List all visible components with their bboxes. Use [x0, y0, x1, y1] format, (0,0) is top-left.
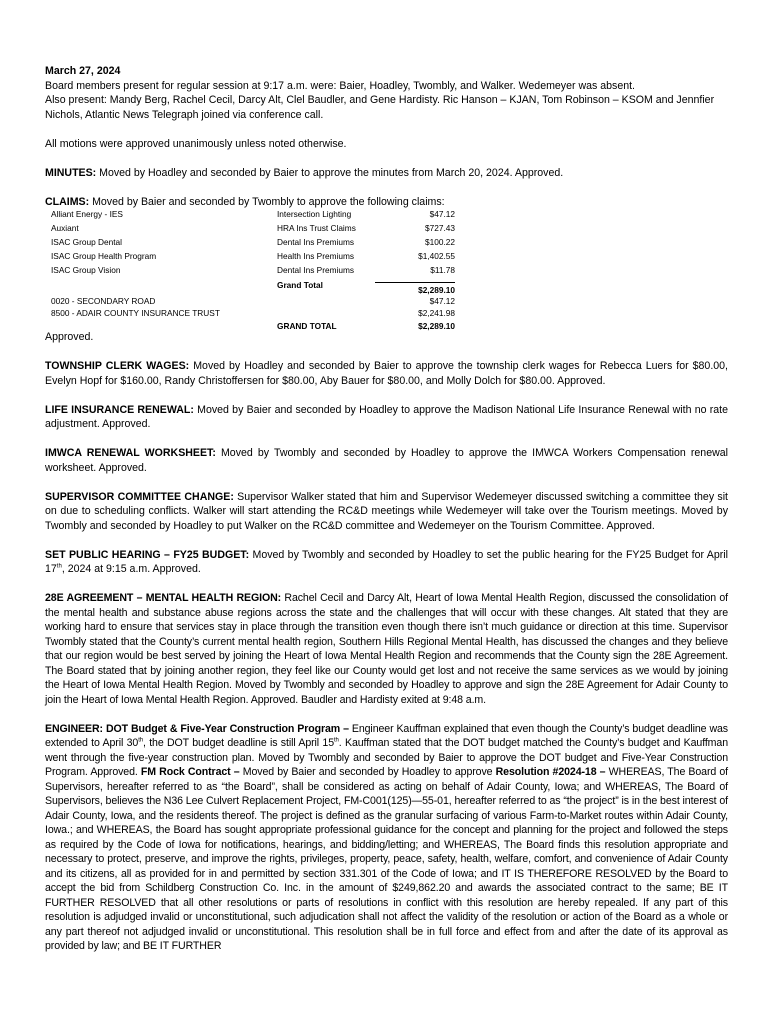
claims-table — [45, 209, 728, 336]
section-text: Moved by Baier and seconded by Twombly to approve the following claims: — [89, 195, 445, 208]
section-text: , the DOT budget deadline is still April 15 — [143, 737, 334, 749]
claims-row — [45, 235, 455, 249]
section-heading: IMWCA RENEWAL WORKSHEET: — [45, 447, 216, 459]
life-insurance-section — [45, 403, 728, 432]
claims-row — [45, 249, 455, 263]
section-heading: 28E AGREEMENT – MENTAL HEALTH REGION: — [45, 592, 282, 604]
claim-description: HRA Ins Trust Claims — [277, 223, 356, 233]
section-text: Moved by Hoadley and seconded by Baier to approve the township clerk wages for Rebecca Luers for $80.00, Evelyn Hopf for $160.00, Randy Christoffersen for $80.00, Aby Bauer for $80.00, and Molly Dolch for $80.00. Approved. — [45, 360, 728, 387]
claims-row — [45, 221, 455, 235]
section-text: Moved by Twombly and seconded by Hoadley to approve the IMWCA Workers Compensation renewal worksheet. Approved. — [45, 447, 728, 474]
ordinal-suffix: th — [333, 737, 339, 744]
attendance-line: Board members present for regular session at 9:17 a.m. were: Baier, Hoadley, Twombly, and Walker. Wedemeyer was absent. — [45, 79, 635, 92]
fund-name: 8500 - ADAIR COUNTY INSURANCE TRUST — [51, 308, 220, 318]
resolution-number: Resolution #2024-18 – — [495, 766, 606, 778]
agreement-section — [45, 591, 728, 707]
claim-vendor: ISAC Group Vision — [51, 265, 121, 275]
claim-amount: $47.12 — [429, 209, 455, 219]
section-heading: SUPERVISOR COMMITTEE CHANGE: — [45, 490, 234, 503]
claims-row — [45, 263, 455, 277]
section-text: Rachel Cecil and Darcy Alt, Heart of Iowa Mental Health Region, discussed the consolidation of the mental health and substance abuse regions across the state and the challenges that will occur with these changes. Alt stated that they are working hard to ensure that services stay in place through the transition even though there isn’t much guidance or direction at this time. Supervisor Twombly stated that the County’s current mental health region, Southern Hills Regional Mental Health, has discussed the changes and they believe that our region would be best served by joining the Heart of Iowa Mental Health Region and recommends that the County sign the 28E Agreement. The Board stated that by joining another region, they feel like our County would get lost and not receive the same services as we would by joining the Heart of Iowa Mental Health Region. Moved by Twombly and seconded by Hoadley to approve and sign the 28E Agreement for Adair County to join the Heart of Iowa Mental Health Region. Approved. Baudler and Hardisty exited at 9:48 a.m. — [45, 592, 728, 706]
section-heading: ENGINEER: DOT Budget & Five-Year Construction Program – — [45, 722, 349, 735]
section-text: Supervisor Walker stated that him and Supervisor Wedemeyer discussed switching a committee they sit on due to scheduling conflicts. Walker will start attending the RC&D meetings while Wedemeyer will take over the Tourism meetings. Moved by Twombly and seconded by Hoadley to put Walker on the RC&D committee and Wedemeyer on the Tourism Committee. Approved. — [45, 490, 728, 532]
claim-amount: $1,402.55 — [418, 251, 455, 261]
claim-amount: $727.43 — [425, 223, 455, 233]
public-hearing-section — [45, 548, 728, 577]
claims-approved: Approved. — [45, 331, 94, 343]
section-text: Moved by Baier and seconded by Hoadley to approve the Madison National Life Insurance Renewal with no rate adjustment. Approved. — [45, 403, 728, 430]
grand-total-label: Grand Total — [277, 280, 323, 290]
committee-section — [45, 490, 728, 534]
final-total-amount: $2,289.10 — [418, 321, 455, 331]
claim-vendor: Auxiant — [51, 223, 79, 233]
claim-vendor: Alliant Energy - IES — [51, 209, 123, 219]
section-heading: SET PUBLIC HEARING – FY25 BUDGET: — [45, 548, 250, 561]
claim-description: Health Ins Premiums — [277, 251, 355, 261]
township-section — [45, 359, 728, 388]
section-text: Moved by Baier and seconded by Hoadley to approve — [239, 766, 496, 778]
section-heading: MINUTES: — [45, 166, 97, 179]
claim-amount: $100.22 — [425, 237, 455, 247]
section-text: , 2024 at 9:15 a.m. Approved. — [61, 563, 201, 575]
claim-vendor: ISAC Group Dental — [51, 237, 123, 247]
fund-amount: $2,241.98 — [418, 308, 455, 318]
claims-row — [45, 207, 455, 221]
minutes-section — [45, 166, 728, 181]
claim-description: Dental Ins Premiums — [277, 237, 355, 247]
meeting-date: March 27, 2024 — [45, 65, 121, 77]
fund-amount: $47.12 — [429, 296, 455, 306]
final-total-label: GRAND TOTAL — [277, 321, 337, 331]
engineer-section — [45, 722, 728, 954]
section-text: WHEREAS, The Board of Supervisors, hereafter referred to as “the Board”, shall be considered as acting on behalf of Adair County, Iowa; and WHEREAS, The Board of Supervisors, believes the N36 Lee Culvert Replacement Project, FM-C001(125)—55-01, hereafter referred to as “the project” is in the best interest of Adair County, Iowa, and the residents thereof. The project is defined as the granular surfacing of various Farm-to-Market routes within Adair County, Iowa.; and WHEREAS, the Board has sought appropriate professional guidance for the concept and planning for the project and followed the steps as required by the Code of Iowa for notifications, hearings, and bidding/letting; and WHEREAS, The Board finds this resolution appropriate and necessary to protect, preserve, and improve the rights, privileges, property, peace, safety, health, welfare, comfort, and convenience of Adair County and its citizens, all as provided for in and permitted by section 331.301 of the Code of Iowa; and IT IS THEREFORE RESOLVED by the Board to accept the bid from Schildberg Construction Co. Inc. in the amount of $249,862.20 and awards the associated contract to the same; BE IT FURTHER RESOLVED that all other resolutions or parts of resolutions in conflict with this resolution are hereby repealed. If any part of this resolution is adjudged invalid or unconstitutional, such adjudication shall not affect the validity of the resolution or action of the Board as a whole or any part thereof not adjudged invalid or unconstitutional. This resolution shall be in full force and effect from and after the date of its approval as provided by law; and BE IT FURTHER — [45, 766, 728, 952]
section-heading: TOWNSHIP CLERK WAGES: — [45, 360, 190, 372]
also-present-line: Also present: Mandy Berg, Rachel Cecil, Darcy Alt, Clel Baudler, and Gene Hardisty. Ric Hanson – KJAN, Tom Robinson – KSOM and Jennfier Nichols, Atlantic News Telegraph joined via conference call. — [45, 94, 715, 121]
section-text: Moved by Twombly and seconded by Hoadley to set the public hearing for the FY25 Budget for April 17 — [45, 548, 728, 575]
grand-total-amount: $2,289.10 — [418, 285, 455, 295]
claim-description: Intersection Lighting — [277, 209, 352, 219]
section-text: . Kauffman stated that the DOT budget matched the County’s budget and Kauffman went through the five-year construction plan. Moved by Twombly and seconded by Baier to approve the DOT budget and Five-Year Construction Program. Approved. — [45, 737, 728, 778]
claim-amount: $11.78 — [430, 265, 455, 275]
claim-vendor: ISAC Group Health Program — [51, 251, 157, 261]
section-text: Moved by Hoadley and seconded by Baier to approve the minutes from March 20, 2024. Approved. — [96, 166, 564, 179]
claim-description: Dental Ins Premiums — [277, 265, 355, 275]
fund-row — [45, 306, 455, 320]
section-text: Engineer Kauffman explained that even though the County’s budget deadline was extended to April 30 — [45, 722, 728, 749]
section-heading: LIFE INSURANCE RENEWAL: — [45, 403, 194, 416]
fund-name: 0020 - SECONDARY ROAD — [51, 296, 156, 306]
ordinal-suffix: th — [138, 737, 143, 744]
minutes-body — [45, 64, 728, 954]
unanimous-note: All motions were approved unanimously unless noted otherwise. — [45, 137, 347, 150]
ordinal-suffix: th — [56, 563, 62, 570]
subsection-heading: FM Rock Contract – — [140, 766, 240, 778]
final-total-row — [45, 319, 455, 333]
section-heading: CLAIMS: — [45, 195, 90, 208]
imwca-section — [45, 446, 728, 475]
